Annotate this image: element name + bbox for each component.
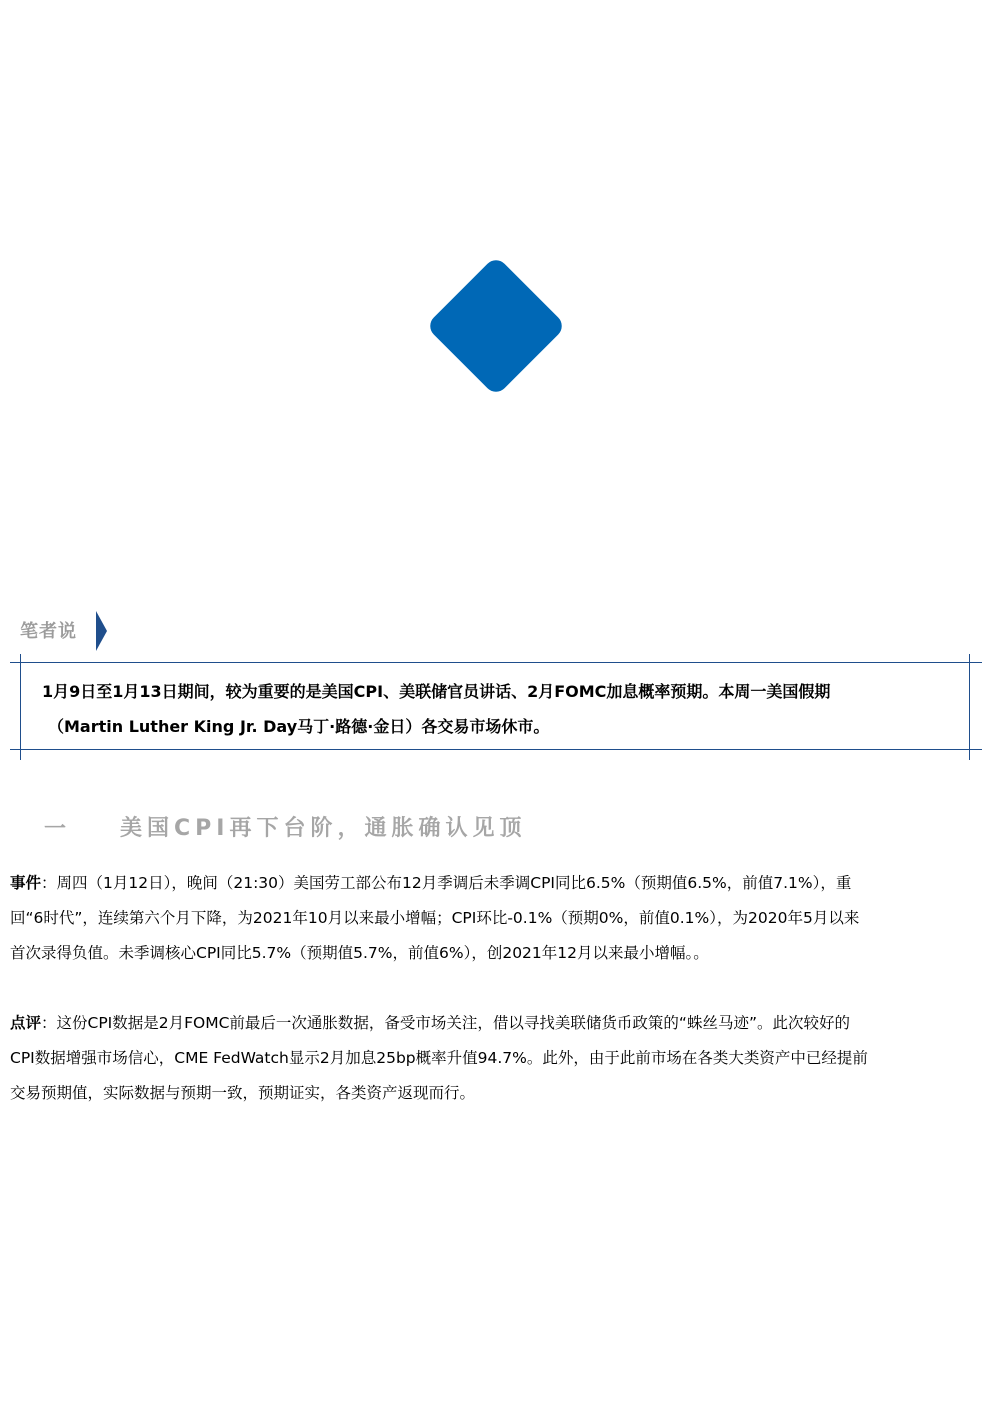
event-line-2: 回“6时代”，连续第六个月下降，为2021年10月以来最小增幅；CPI环比-0.1%（预期0%，前值0.1%），为2020年5月以来 (10, 909, 860, 927)
frame-line-bottom (10, 749, 982, 750)
summary-line-1: 1月9日至1月13日期间，较为重要的是美国CPI、美联储官员讲话、2月FOMC加息概率预期。本周一美国假期 (42, 682, 831, 701)
comment-line-3: 交易预期值，实际数据与预期一致，预期证实，各类资产返现而行。 (10, 1084, 476, 1102)
frame-line-top (10, 662, 982, 663)
frame-line-right (969, 654, 970, 760)
section-number: 一 (44, 817, 67, 842)
author-section-label: 笔者说 (20, 621, 77, 642)
event-paragraph (10, 866, 984, 971)
triangle-arrow-icon (96, 611, 107, 651)
event-line-1 (10, 866, 984, 901)
section-title: 美国CPI再下台阶，通胀确认见顶 (120, 816, 527, 841)
comment-lead: 点评 (10, 1014, 42, 1032)
summary-text (42, 674, 957, 744)
brand-diamond-logo (425, 255, 566, 396)
comment-paragraph (10, 1006, 984, 1111)
comment-line-2: CPI数据增强市场信心，CME FedWatch显示2月加息25bp概率升值94.7%。此外，由于此前市场在各类大类资产中已经提前 (10, 1049, 868, 1067)
summary-line-2: （Martin Luther King Jr. Day马丁·路德·金日）各交易市场休市。 (48, 717, 550, 736)
event-lead: 事件 (10, 874, 42, 892)
frame-line-left (20, 654, 21, 760)
comment-line-1-text: ：这份CPI数据是2月FOMC前最后一次通胀数据，备受市场关注，借以寻找美联储货币政策的“蛛丝马迹”。此次较好的 (41, 1014, 850, 1032)
event-line-3: 首次录得负值。未季调核心CPI同比5.7%（预期值5.7%，前值6%），创2021年12月以来最小增幅。。 (10, 944, 709, 962)
comment-line-1 (10, 1006, 984, 1041)
event-line-1-text: ：周四（1月12日），晚间（21:30）美国劳工部公布12月季调后未季调CPI同比6.5%（预期值6.5%，前值7.1%），重 (41, 874, 852, 892)
